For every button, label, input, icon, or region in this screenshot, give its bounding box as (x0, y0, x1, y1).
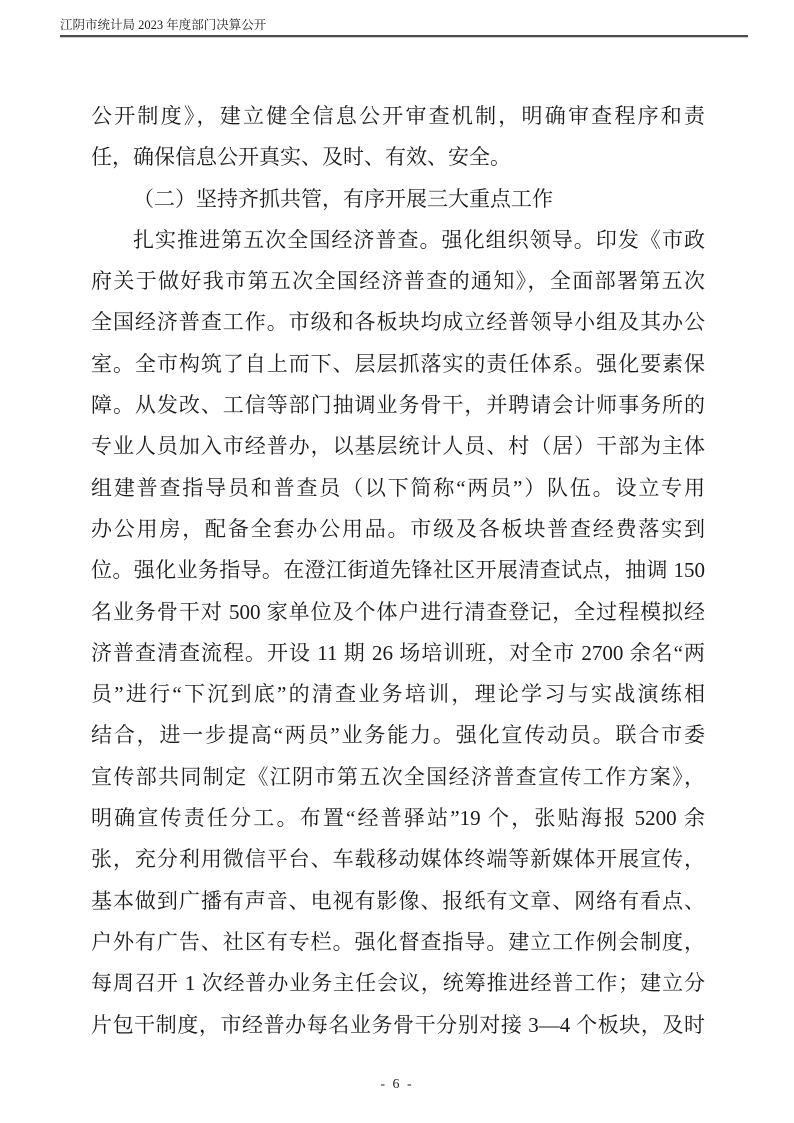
page-number: - 6 - (380, 1077, 414, 1092)
text-line: 结合，进一步提高“两员”业务能力。强化宣传动员。联合市委 (91, 723, 705, 748)
text-line: 位。强化业务指导。在澄江街道先锋社区开展清查试点，抽调 150 (91, 558, 705, 583)
text-line: 室。全市构筑了自上而下、层层抓落实的责任体系。强化要素保 (91, 351, 705, 376)
text-line: 员”进行“下沉到底”的清查业务培训，理论学习与实战演练相 (91, 682, 705, 707)
text-line: 全国经济普查工作。市级和各板块均成立经普领导小组及其办公 (91, 310, 705, 335)
text-line: 扎实推进第五次全国经济普查。强化组织领导。印发《市政 (133, 227, 705, 252)
text-line: 户外有广告、社区有专栏。强化督查指导。建立工作例会制度， (91, 929, 705, 954)
text-line: 专业人员加入市经普办，以基层统计人员、村（居）干部为主体 (91, 434, 705, 459)
text-line: 每周召开 1 次经普办业务主任会议，统筹推进经普工作；建立分 (91, 971, 705, 996)
text-line: 明确宣传责任分工。布置“经普驿站”19 个，张贴海报 5200 余 (91, 806, 705, 831)
text-line: 片包干制度，市经普办每名业务骨干分别对接 3—4 个板块，及时 (91, 1012, 705, 1037)
text-line: 基本做到广播有声音、电视有影像、报纸有文章、网络有看点、 (91, 888, 705, 913)
text-line: 组建普查指导员和普查员（以下简称“两员”）队伍。设立专用 (91, 475, 705, 500)
text-line: 济普查清查流程。开设 11 期 26 场培训班，对全市 2700 余名“两 (91, 640, 705, 665)
page-header-title: 江阴市统计局 2023 年度部门决算公开 (60, 18, 267, 32)
text-line: 名业务骨干对 500 家单位及个体户进行清查登记，全过程模拟经 (91, 599, 705, 624)
text-line: （二）坚持齐抓共管，有序开展三大重点工作 (133, 186, 553, 211)
text-line: 办公用房，配备全套办公用品。市级及各板块普查经费落实到 (91, 516, 705, 541)
text-line: 任，确保信息公开真实、及时、有效、安全。 (91, 145, 511, 170)
text-line: 府关于做好我市第五次全国经济普查的通知》，全面部署第五次 (91, 269, 705, 294)
text-line: 公开制度》，建立健全信息公开审查机制，明确审查程序和责 (91, 104, 705, 128)
header-rule (60, 35, 748, 38)
document-body (91, 96, 705, 1046)
text-line: 障。从发改、工信等部门抽调业务骨干，并聘请会计师事务所的 (91, 393, 705, 418)
text-line: 张，充分利用微信平台、车载移动媒体终端等新媒体开展宣传， (91, 847, 705, 872)
text-line: 宣传部共同制定《江阴市第五次全国经济普查宣传工作方案》， (91, 764, 705, 789)
